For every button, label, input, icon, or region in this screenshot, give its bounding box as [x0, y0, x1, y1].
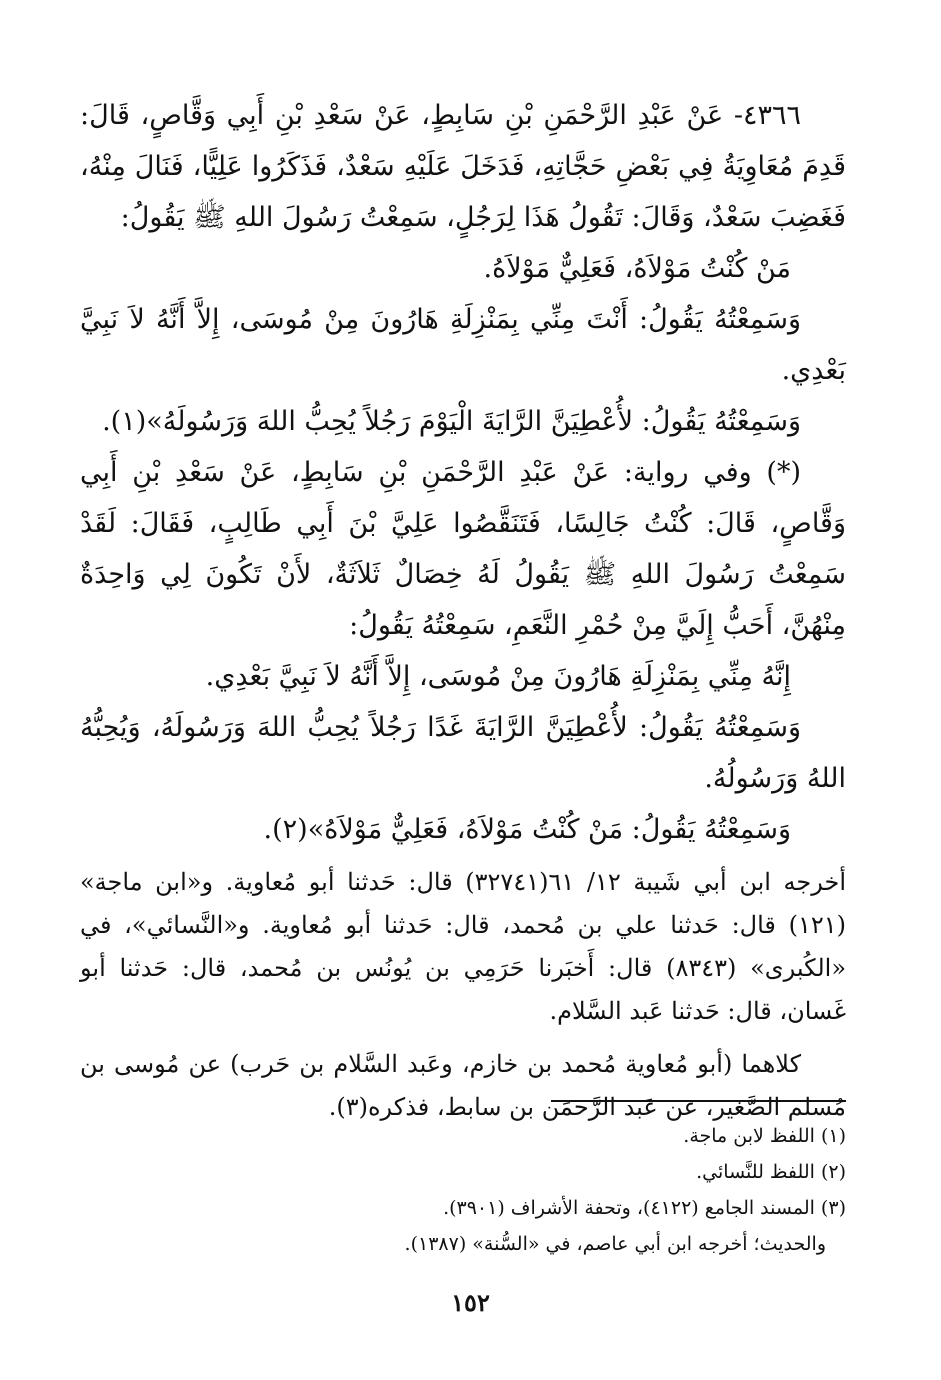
hadith-paragraph-isnad: ٤٣٦٦- عَنْ عَبْدِ الرَّحْمَنِ بْنِ سَابِطٍ، عَنْ سَعْدِ بْنِ أَبِي وَقَّاصٍ، قَالَ: قَدِمَ مُعَاوِيَةُ فِي بَعْضِ حَجَّاتِهِ، فَدَخَلَ عَلَيْهِ سَعْدٌ، فَذَكَرُوا عَلِيًّا، فَنَالَ مِنْهُ، فَغَضِبَ سَعْدٌ، وَقَالَ: تَقُولُ هَذَا لِرَجُلٍ، سَمِعْتُ رَسُولَ اللهِ ﷺ يَقُولُ: — [80, 100, 846, 233]
takhrij-summary: كلاهما (أبو مُعاوية مُحمد بن خازم، وعَبد السَّلام بن حَرب) عن مُوسى بن مُسلم الصَّغير، عن عَبد الرَّحمَن بن سابط، فذكره(٣). — [80, 1050, 846, 1121]
takhrij-paragraph: أخرجه ابن أبي شَيبة ١٢/ ٦١(٣٢٧٤١) قال: حَدثنا أبو مُعاوية. و«ابن ماجة» (١٢١) قال: حَدثنا علي بن مُحمد، قال: حَدثنا أبو مُعاوية. و«النَّسائي»، في «الكُبرى» (٨٣٤٣) قال: أَخبَرنا حَرَمِي بن يُونُس بن مُحمد، قال: حَدثنا أبو غَسان، قال: حَدثنا عَبد السَّلام. — [80, 868, 846, 1025]
footnotes — [80, 1118, 846, 1262]
hadith-riwaya-paragraph: (*) وفي رواية: عَنْ عَبْدِ الرَّحْمَنِ بْنِ سَابِطٍ، عَنْ سَعْدِ بْنِ أَبِي وَقَّاصٍ، قَالَ: كُنْتُ جَالِسًا، فَتَنَقَّصُوا عَلِيَّ بْنَ أَبِي طَالِبٍ، فَقَالَ: لَقَدْ سَمِعْتُ رَسُولَ اللهِ ﷺ يَقُولُ لَهُ خِصَالٌ ثَلاَثَةٌ، لأَنْ تَكُونَ لِي وَاحِدَةٌ مِنْهُنَّ، أَحَبُّ إِلَيَّ مِنْ حُمْرِ النَّعَمِ، سَمِعْتُهُ يَقُولُ: — [80, 457, 846, 641]
page-number: ١٥٢ — [451, 1288, 490, 1317]
hadith-saying-raya: وَسَمِعْتُهُ يَقُولُ: لأُعْطِيَنَّ الرَّايَةَ الْيَوْمَ رَجُلاً يُحِبُّ اللهَ وَرَسُولَهُ»(١). — [102, 406, 801, 437]
hadith-riwaya-mawla: وَسَمِعْتُهُ يَقُولُ: مَنْ كُنْتُ مَوْلاَهُ، فَعَلِيٌّ مَوْلاَهُ»(٢). — [263, 814, 791, 845]
footnote-1: (١) اللفظ لابن ماجة. — [683, 1125, 846, 1147]
hadith-saying-harun: وَسَمِعْتُهُ يَقُولُ: أَنْتَ مِنِّي بِمَنْزِلَةِ هَارُونَ مِنْ مُوسَى، إِلاَّ أَنَّهُ لاَ نَبِيَّ بَعْدِي. — [80, 304, 846, 386]
footnote-3-continuation: والحديث؛ أخرجه ابن أبي عاصم، في «السُّنة» (١٣٨٧). — [404, 1233, 826, 1255]
hadith-riwaya-harun: إِنَّهُ مِنِّي بِمَنْزِلَةِ هَارُونَ مِنْ مُوسَى، إِلاَّ أَنَّهُ لاَ نَبِيَّ بَعْدِي. — [205, 661, 791, 692]
hadith-riwaya-raya: وَسَمِعْتُهُ يَقُولُ: لأُعْطِيَنَّ الرَّايَةَ غَدًا رَجُلاً يُحِبُّ اللهَ وَرَسُولَهُ، وَيُحِبُّهُ اللهُ وَرَسُولُهُ. — [80, 712, 846, 794]
footnote-3: (٣) المسند الجامع (٤١٢٢)، وتحفة الأشراف (٣٩٠١). — [443, 1197, 846, 1219]
hadith-saying-mawla: مَنْ كُنْتُ مَوْلاَهُ، فَعَلِيٌّ مَوْلاَهُ. — [483, 253, 791, 284]
footnote-separator — [551, 1100, 846, 1102]
hadith-text — [80, 90, 846, 1129]
footnote-2: (٢) اللفظ للنَّسائي. — [696, 1161, 846, 1183]
